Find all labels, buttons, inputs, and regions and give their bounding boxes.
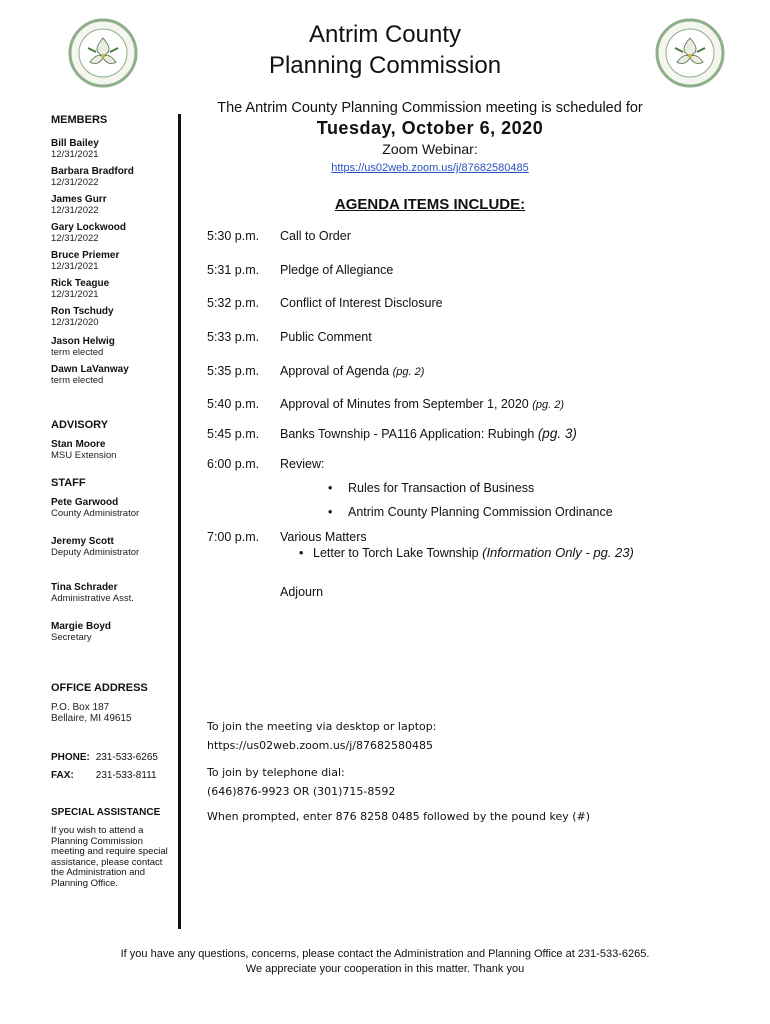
agenda-row <box>207 426 577 441</box>
advisory-entry <box>51 439 179 461</box>
agenda-row <box>207 397 564 411</box>
member-name: Jason Helwig <box>51 336 115 347</box>
agenda-page-ref: (pg. 2) <box>392 366 425 378</box>
agenda-row <box>207 263 393 277</box>
agenda-row <box>207 364 424 378</box>
agenda-time: 5:35 p.m. <box>207 364 260 378</box>
bullet-icon: • <box>299 546 304 560</box>
member-entry <box>51 250 179 272</box>
staff-heading: STAFF <box>51 477 86 489</box>
review-bullet <box>328 505 613 519</box>
join-prompt: When prompted, enter 876 8258 0485 followed by the pound key (#) <box>207 810 591 823</box>
footer-line2: We appreciate your cooperation in this matter. Thank you <box>245 963 525 975</box>
fax-label: FAX: <box>51 770 74 781</box>
staff-role: Administrative Asst. <box>51 593 134 604</box>
member-entry <box>51 166 179 188</box>
phone-number: 231-533-6265 <box>95 752 158 763</box>
various-bullet <box>299 545 634 560</box>
office-address <box>51 702 179 724</box>
join-phone-numbers: (646)876-9923 OR (301)715-8592 <box>207 785 396 798</box>
agenda-page-ref: (pg. 2) <box>532 399 565 411</box>
member-entry <box>51 364 179 386</box>
member-term: term elected <box>51 347 104 358</box>
agenda-item: Various Matters <box>280 530 367 544</box>
address-line2: Bellaire, MI 49615 <box>51 713 132 724</box>
various-bullet-text: Letter to Torch Lake Township <box>313 546 479 560</box>
advisory-role: MSU Extension <box>51 450 117 461</box>
staff-entry <box>51 621 179 643</box>
member-entry <box>51 306 179 328</box>
member-term: term elected <box>51 375 104 386</box>
member-name: Dawn LaVanway <box>51 364 129 375</box>
agenda-item: Approval of Agenda <box>280 364 390 378</box>
member-name: Ron Tschudy <box>51 306 114 317</box>
agenda-row <box>207 457 324 471</box>
agenda-item: Call to Order <box>280 229 351 243</box>
agenda-row <box>207 229 351 243</box>
adjourn: Adjourn <box>280 585 324 599</box>
join-desktop-link[interactable]: https://us02web.zoom.us/j/87682580485 <box>207 739 433 752</box>
address-line1: P.O. Box 187 <box>51 702 110 713</box>
phone-row <box>51 752 179 763</box>
member-term: 12/31/2021 <box>51 289 99 300</box>
bullet-icon: • <box>328 505 333 519</box>
member-name: James Gurr <box>51 194 107 205</box>
member-term: 12/31/2022 <box>51 205 99 216</box>
review-bullet-text: Antrim County Planning Commission Ordinance <box>348 505 613 519</box>
meeting-date: Tuesday, October 6, 2020 <box>316 118 544 138</box>
member-term: 12/31/2022 <box>51 177 99 188</box>
agenda-row-various <box>207 530 367 544</box>
page-title-line2: Planning Commission <box>268 52 502 79</box>
agenda-time: 5:40 p.m. <box>207 397 260 411</box>
member-name: Barbara Bradford <box>51 166 134 177</box>
staff-role: Secretary <box>51 632 92 643</box>
page-title-line1: Antrim County <box>308 21 462 48</box>
member-entry <box>51 222 179 244</box>
phone-label: PHONE: <box>51 752 90 763</box>
agenda-page-ref: (pg. 3) <box>537 426 577 441</box>
review-bullet-text: Rules for Transaction of Business <box>348 481 535 495</box>
member-entry <box>51 138 179 160</box>
review-bullet <box>328 481 534 495</box>
agenda-time: 7:00 p.m. <box>207 530 260 544</box>
zoom-webinar-link[interactable]: https://us02web.zoom.us/j/87682580485 <box>331 162 529 174</box>
bullet-icon: • <box>328 481 333 495</box>
fax-row <box>51 770 179 781</box>
member-term: 12/31/2020 <box>51 317 99 328</box>
staff-role: County Administrator <box>51 508 140 519</box>
staff-name: Margie Boyd <box>51 621 112 632</box>
member-name: Gary Lockwood <box>51 222 127 233</box>
agenda-heading: AGENDA ITEMS INCLUDE: <box>334 196 526 213</box>
member-entry <box>51 194 179 216</box>
agenda-item: Approval of Minutes from September 1, 2020 <box>280 397 529 411</box>
advisory-name: Stan Moore <box>51 439 106 450</box>
special-assistance-text: If you wish to attend a Planning Commission meeting and require special assistance, please contact the Administration and Planning Office. <box>51 825 168 889</box>
member-entry <box>51 336 179 358</box>
staff-name: Pete Garwood <box>51 497 119 508</box>
agenda-time: 6:00 p.m. <box>207 457 260 471</box>
footer-line1: If you have any questions, concerns, please contact the Administration and Planning Office at 231-533-6265. <box>120 948 650 960</box>
staff-entry <box>51 536 179 558</box>
member-term: 12/31/2022 <box>51 233 99 244</box>
member-name: Rick Teague <box>51 278 110 289</box>
zoom-webinar-label: Zoom Webinar: <box>382 141 478 157</box>
member-entry <box>51 278 179 300</box>
agenda-item: Public Comment <box>280 330 372 344</box>
various-bullet-note: (Information Only - pg. 23) <box>482 545 634 560</box>
special-assistance-heading: SPECIAL ASSISTANCE <box>51 807 161 818</box>
staff-entry <box>51 497 179 519</box>
agenda-time: 5:45 p.m. <box>207 427 260 441</box>
advisory-heading: ADVISORY <box>51 419 109 431</box>
agenda-time: 5:33 p.m. <box>207 330 260 344</box>
staff-role: Deputy Administrator <box>51 547 140 558</box>
agenda-item: Banks Township - PA116 Application: Rubingh <box>280 427 535 441</box>
member-name: Bill Bailey <box>51 138 99 149</box>
member-term: 12/31/2021 <box>51 261 99 272</box>
member-term: 12/31/2021 <box>51 149 99 160</box>
staff-name: Jeremy Scott <box>51 536 114 547</box>
agenda-row <box>207 296 443 310</box>
members-heading: MEMBERS <box>51 114 108 126</box>
staff-name: Tina Schrader <box>51 582 118 593</box>
agenda-time: 5:31 p.m. <box>207 263 260 277</box>
office-address-heading: OFFICE ADDRESS <box>51 682 148 694</box>
join-desktop-label: To join the meeting via desktop or laptop: <box>207 720 437 733</box>
member-name: Bruce Priemer <box>51 250 120 261</box>
agenda-time: 5:30 p.m. <box>207 229 260 243</box>
meeting-intro: The Antrim County Planning Commission meeting is scheduled for <box>217 100 643 116</box>
agenda-item: Pledge of Allegiance <box>280 263 394 277</box>
agenda-time: 5:32 p.m. <box>207 296 260 310</box>
staff-entry <box>51 582 179 604</box>
join-phone-label: To join by telephone dial: <box>207 766 345 779</box>
fax-number: 231-533-8111 <box>95 770 157 781</box>
agenda-item: Review: <box>280 457 325 471</box>
agenda-item: Conflict of Interest Disclosure <box>280 296 443 310</box>
agenda-row <box>207 330 372 344</box>
